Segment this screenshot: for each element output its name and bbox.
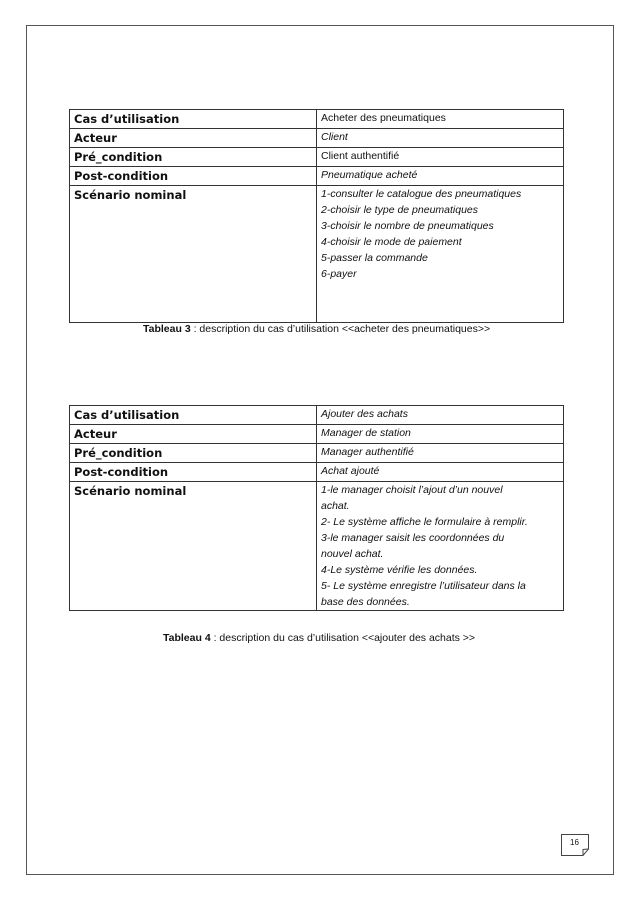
table-row bbox=[70, 425, 564, 444]
scenario-row bbox=[70, 186, 564, 323]
row-key: Cas d’utilisation bbox=[70, 406, 317, 425]
caption-label: Tableau 4 bbox=[163, 632, 211, 644]
page-number-badge bbox=[561, 834, 593, 856]
scenario-step: 5- Le système enregistre l’utilisateur dans la bbox=[321, 580, 526, 592]
row-key: Cas d’utilisation bbox=[70, 110, 317, 129]
scenario-step: 2- Le système affiche le formulaire à remplir. bbox=[321, 516, 528, 528]
table-row bbox=[70, 148, 564, 167]
scenario-step: 2-choisir le type de pneumatiques bbox=[321, 204, 479, 216]
scenario-row bbox=[70, 482, 564, 611]
row-value: Pneumatique acheté bbox=[317, 167, 564, 186]
page-number: 16 bbox=[570, 838, 579, 847]
row-key: Post-condition bbox=[70, 167, 317, 186]
row-value: Acheter des pneumatiques bbox=[317, 110, 564, 129]
scenario-step: nouvel achat. bbox=[321, 548, 384, 560]
scenario-step: achat. bbox=[321, 500, 350, 512]
use-case-table-3 bbox=[69, 109, 564, 323]
scenario-steps bbox=[317, 186, 564, 323]
scenario-step: 3-le manager saisit les coordonnées du bbox=[321, 532, 505, 544]
scenario-step: 6-payer bbox=[321, 268, 357, 280]
table-caption-3 bbox=[143, 323, 490, 335]
scenario-step: 4-Le système vérifie les données. bbox=[321, 564, 478, 576]
caption-label: Tableau 3 bbox=[143, 323, 191, 335]
scenario-step: base des données. bbox=[321, 596, 410, 608]
scenario-label: Scénario nominal bbox=[70, 186, 317, 323]
table-caption-4 bbox=[163, 632, 475, 644]
row-key: Acteur bbox=[70, 425, 317, 444]
scenario-step: 4-choisir le mode de paiement bbox=[321, 236, 462, 248]
use-case-table-4 bbox=[69, 405, 564, 611]
table-row bbox=[70, 110, 564, 129]
scenario-step: 1-consulter le catalogue des pneumatiques bbox=[321, 188, 522, 200]
caption-text: : description du cas d’utilisation <<acheter des pneumatiques>> bbox=[190, 323, 491, 335]
scenario-step: 3-choisir le nombre de pneumatiques bbox=[321, 220, 494, 232]
scenario-label: Scénario nominal bbox=[70, 482, 317, 611]
row-key: Pré_condition bbox=[70, 148, 317, 167]
row-key: Post-condition bbox=[70, 463, 317, 482]
table-row bbox=[70, 406, 564, 425]
scenario-step: 5-passer la commande bbox=[321, 252, 428, 264]
row-value: Client authentifié bbox=[317, 148, 564, 167]
scenario-step: 1-le manager choisit l’ajout d’un nouvel bbox=[321, 484, 503, 496]
table-row bbox=[70, 167, 564, 186]
row-value: Achat ajouté bbox=[317, 463, 564, 482]
row-value: Client bbox=[317, 129, 564, 148]
table-row bbox=[70, 129, 564, 148]
row-value: Manager authentifié bbox=[317, 444, 564, 463]
row-value: Ajouter des achats bbox=[317, 406, 564, 425]
row-key: Pré_condition bbox=[70, 444, 317, 463]
table-row bbox=[70, 444, 564, 463]
scenario-steps bbox=[317, 482, 564, 611]
row-key: Acteur bbox=[70, 129, 317, 148]
row-value: Manager de station bbox=[317, 425, 564, 444]
table-row bbox=[70, 463, 564, 482]
caption-text: : description du cas d’utilisation <<ajouter des achats >> bbox=[210, 632, 476, 644]
